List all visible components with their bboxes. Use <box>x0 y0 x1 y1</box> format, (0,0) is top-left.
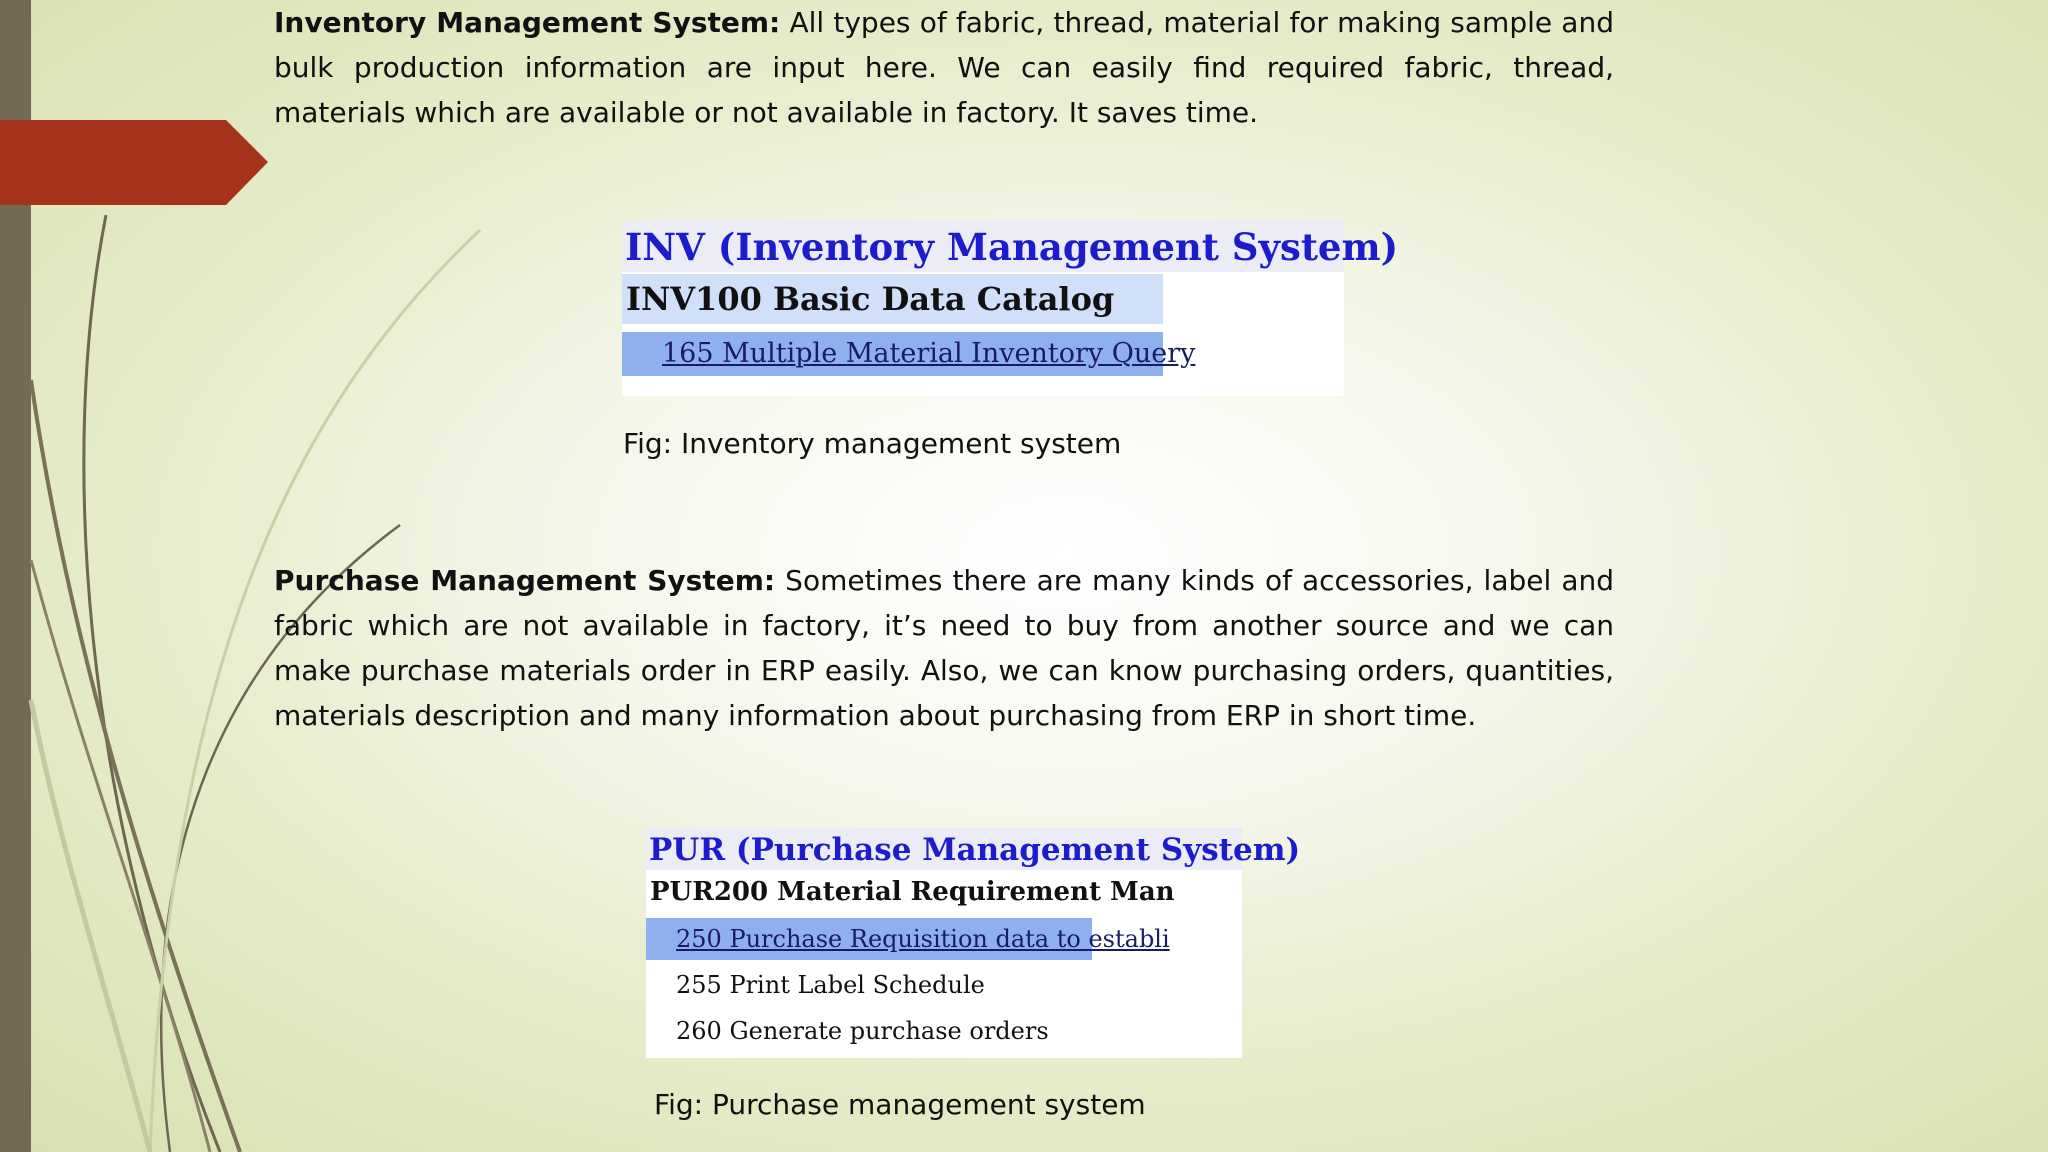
purchase-text: Sometimes there are many kinds of accessories, label and fabric which are not available in factory, it’s need to buy from another source and we can make purchase materials order in ERP easily. Also, we can know purchasing orders, quantities, materials description and many information about purchasing from ERP in short time. <box>274 564 1615 732</box>
inventory-figure-caption: Fig: Inventory management system <box>623 427 1122 460</box>
purchase-submenu: PUR200 Material Requirement Man <box>646 870 1092 914</box>
purchase-figure-caption: Fig: Purchase management system <box>654 1088 1146 1121</box>
inventory-menu-item: 165 Multiple Material Inventory Query <box>622 332 1163 376</box>
purchase-paragraph <box>274 558 1614 738</box>
inventory-paragraph <box>274 0 1614 135</box>
inventory-heading: Inventory Management System: <box>274 6 781 39</box>
inventory-menu-header: INV (Inventory Management System) <box>622 220 1344 272</box>
inventory-text: All types of fabric, thread, material for making sample and bulk production information are input here. We can easily find required fabric, thread, materials which are available or not available in factory. It saves time. <box>274 6 1614 129</box>
purchase-menu-figure <box>646 828 1301 1058</box>
inventory-menu-figure <box>622 220 1399 396</box>
purchase-menu-item-250: 250 Purchase Requisition data to establi <box>646 918 1092 960</box>
red-arrow-tab <box>0 120 268 205</box>
purchase-menu-item-255: 255 Print Label Schedule <box>676 971 985 999</box>
purchase-heading: Purchase Management System: <box>274 564 776 597</box>
purchase-menu-item-260: 260 Generate purchase orders <box>676 1017 1049 1045</box>
inventory-submenu: INV100 Basic Data Catalog <box>622 274 1163 324</box>
purchase-menu-header: PUR (Purchase Management System) <box>646 828 1242 870</box>
